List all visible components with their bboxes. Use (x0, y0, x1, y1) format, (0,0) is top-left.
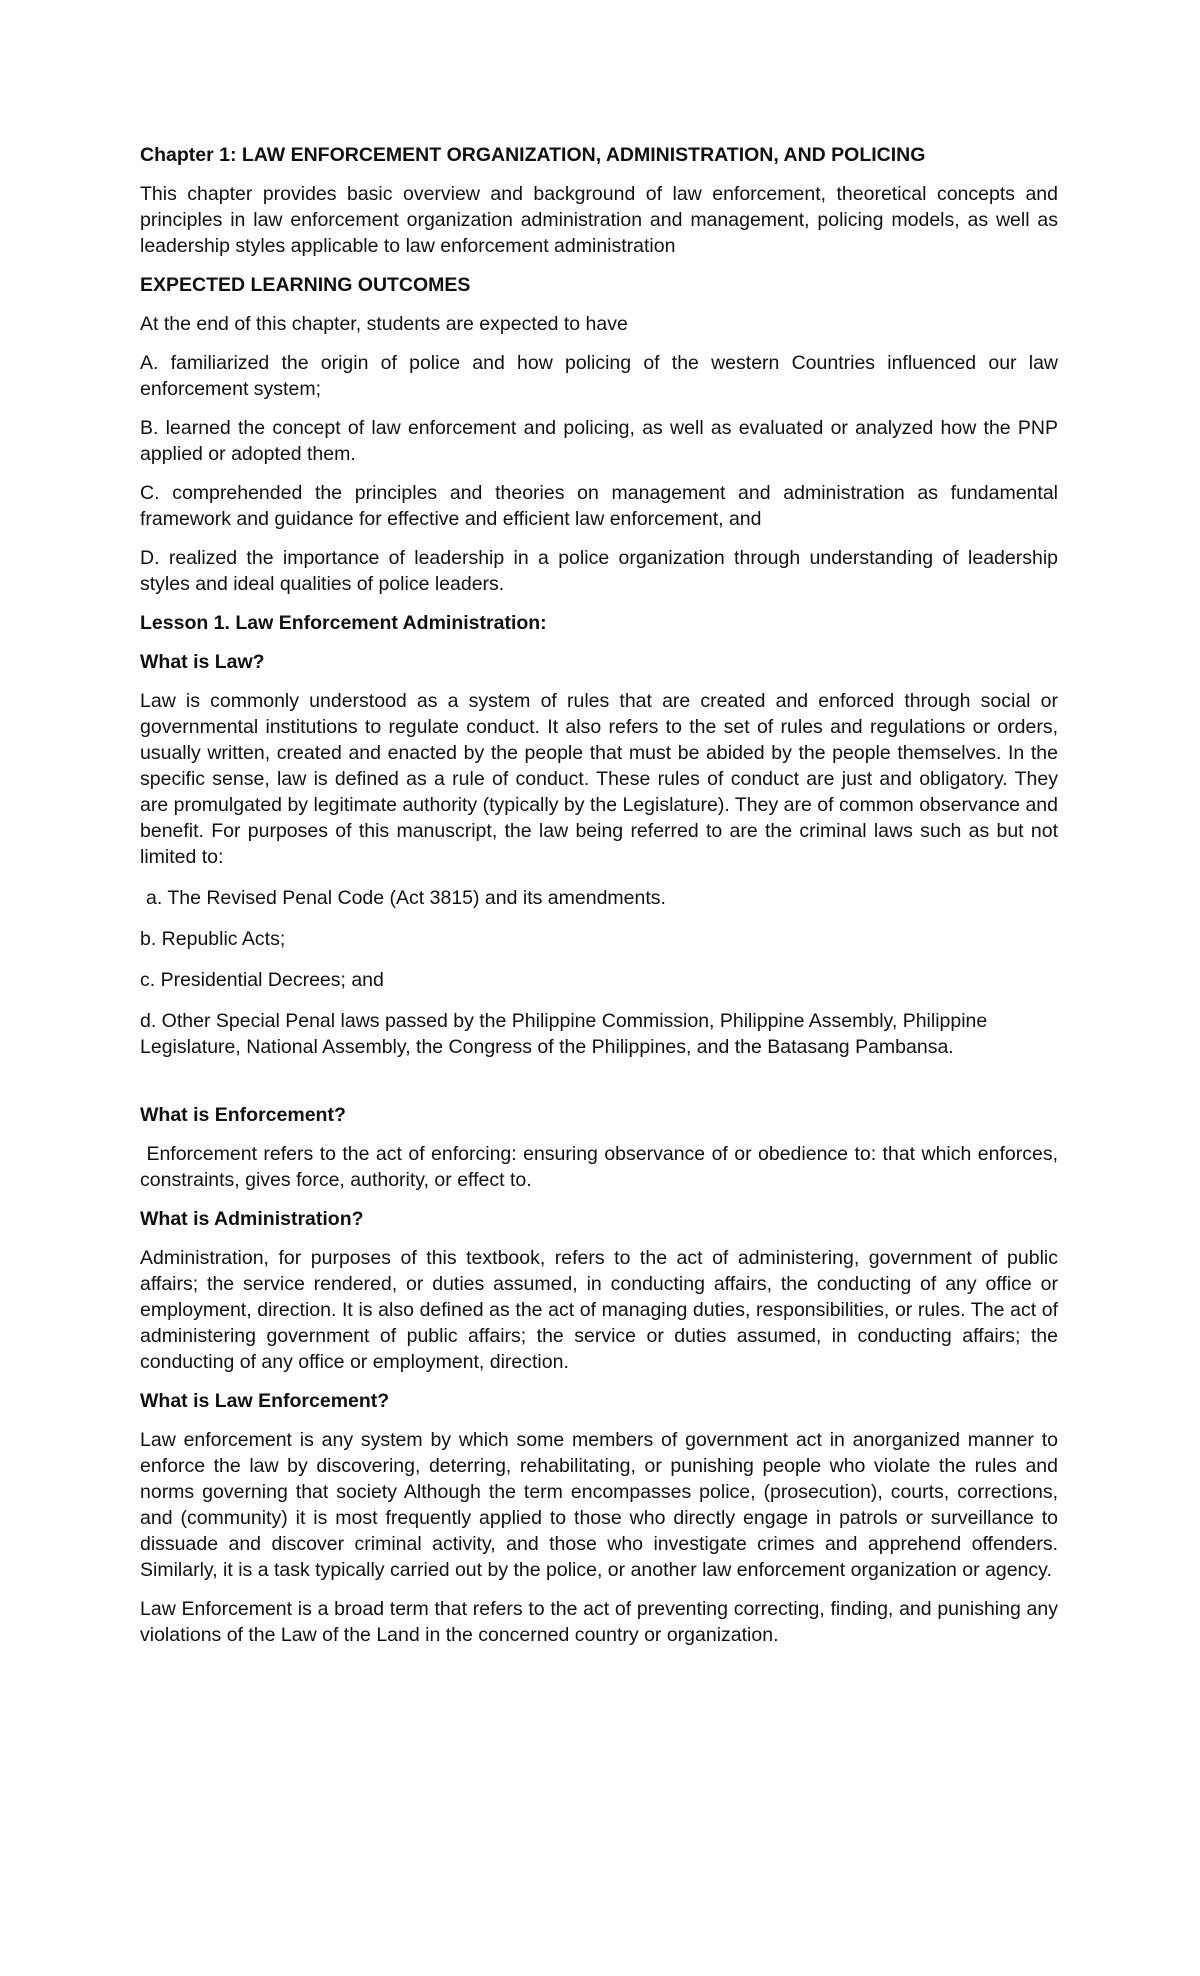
chapter-intro: This chapter provides basic overview and background of law enforcement, theoretical concepts and principles in law enforcement organization administration and management, policing models, as well as leadership styles applicable to law enforcement administration (140, 183, 1058, 257)
law-enforcement-body-1: Law enforcement is any system by which some members of government act in anorganized manner to enforce the law by discovering, deterring, rehabilitating, or punishing people who violate the rules and norms governing that society Although the term encompasses police, (prosecution), courts, corrections, and (community) it is most frequently applied to those who directly engage in patrols or surveillance to dissuade and discover criminal activity, and those who investigate crimes and apprehend offenders. Similarly, it is a task typically carried out by the police, or another law enforcement organization or agency. (140, 1429, 1058, 1581)
outcome-item-b: B. learned the concept of law enforcement and policing, as well as evaluated or analyzed how the PNP applied or adopted them. (140, 417, 1058, 465)
enforcement-body: Enforcement refers to the act of enforcing: ensuring observance of or obedience to: that which enforces, constraints, gives force, authority, or effect to. (140, 1143, 1064, 1191)
enforcement-heading: What is Enforcement? (140, 1104, 346, 1126)
outcomes-heading: EXPECTED LEARNING OUTCOMES (140, 274, 471, 296)
outcomes-lead: At the end of this chapter, students are expected to have (140, 313, 628, 335)
administration-heading: What is Administration? (140, 1208, 364, 1230)
lesson-title: Lesson 1. Law Enforcement Administration: (140, 612, 547, 634)
law-heading: What is Law? (140, 651, 265, 673)
law-enforcement-heading: What is Law Enforcement? (140, 1390, 390, 1412)
law-list-item-b: b. Republic Acts; (140, 928, 286, 950)
law-list-item-d: d. Other Special Penal laws passed by the Philippine Commission, Philippine Assembly, Philippine Legislature, National Assembly, the Congress of the Philippines, and the Batasang Pambansa. (140, 1010, 988, 1058)
outcome-item-d: D. realized the importance of leadership in a police organization through understanding of leadership styles and ideal qualities of police leaders. (140, 547, 1058, 595)
outcome-item-a: A. familiarized the origin of police and how policing of the western Countries influenced our law enforcement system; (140, 352, 1058, 400)
law-list-item-a: a. The Revised Penal Code (Act 3815) and its amendments. (146, 887, 666, 909)
document-page (140, 142, 1064, 1648)
chapter-title: Chapter 1: LAW ENFORCEMENT ORGANIZATION, ADMINISTRATION, AND POLICING (140, 144, 926, 166)
law-body: Law is commonly understood as a system of rules that are created and enforced through social or governmental institutions to regulate conduct. It also refers to the set of rules and regulations or orders, usually written, created and enacted by the people that must be abided by the people themselves. In the specific sense, law is defined as a rule of conduct. These rules of conduct are just and obligatory. They are promulgated by legitimate authority (typically by the Legislature). They are of common observance and benefit. For purposes of this manuscript, the law being referred to are the criminal laws such as but not limited to: (140, 690, 1058, 868)
administration-body: Administration, for purposes of this textbook, refers to the act of administering, government of public affairs; the service rendered, or duties assumed, in conducting affairs, the conducting of any office or employment, direction. It is also defined as the act of managing duties, responsibilities, or rules. The act of administering government of public affairs; the service or duties assumed, in conducting affairs; the conducting of any office or employment, direction. (140, 1247, 1058, 1373)
law-list-item-c: c. Presidential Decrees; and (140, 969, 384, 991)
law-enforcement-body-2: Law Enforcement is a broad term that refers to the act of preventing correcting, finding, and punishing any violations of the Law of the Land in the concerned country or organization. (140, 1598, 1058, 1646)
outcome-item-c: C. comprehended the principles and theories on management and administration as fundamental framework and guidance for effective and efficient law enforcement, and (140, 482, 1058, 530)
